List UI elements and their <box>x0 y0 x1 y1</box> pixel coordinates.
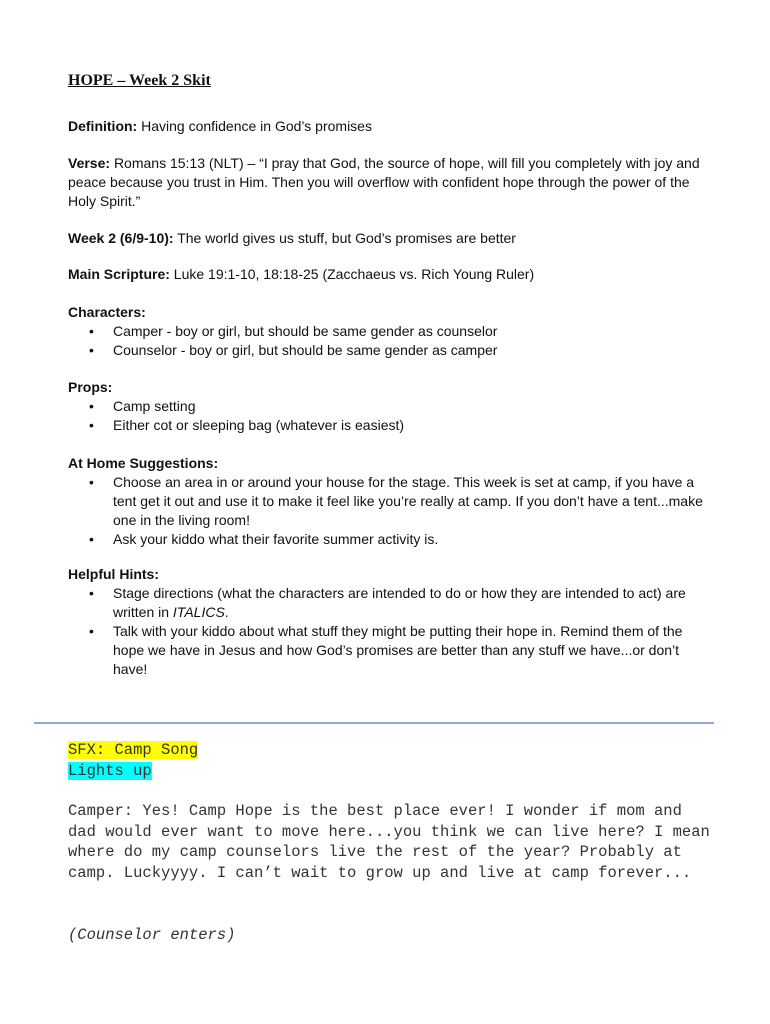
lights-cue: Lights up <box>68 762 152 780</box>
characters-section <box>68 303 708 360</box>
verse-paragraph <box>68 154 708 211</box>
hints-list <box>68 584 708 679</box>
main-scripture-line <box>68 265 708 284</box>
list-item: • Talk with your kiddo about what stuff they might be putting their hope in. Remind them of the hope we have in Jesus and how God’s promises are better than any stuff we have...or don’t have! <box>113 622 708 679</box>
camper-dialogue: Camper: Yes! Camp Hope is the best place ever! I wonder if mom and dad would ever want to move here...you think we can live here? I mean where do my camp counselors live the rest of the year? Probably at camp. Luckyyyy. I can’t wait to grow up and live at camp forever... <box>68 802 710 882</box>
at-home-heading: At Home Suggestions: <box>68 455 219 471</box>
list-item: • Camper - boy or girl, but should be same gender as counselor <box>113 322 708 341</box>
characters-heading: Characters: <box>68 304 146 320</box>
at-home-section <box>68 454 708 549</box>
props-section <box>68 378 708 435</box>
hints-heading: Helpful Hints: <box>68 566 159 582</box>
section-divider <box>34 722 714 724</box>
list-item <box>113 584 708 622</box>
hints-section <box>68 565 708 679</box>
props-list <box>68 397 708 435</box>
definition-label: Definition: <box>68 118 138 134</box>
at-home-list <box>68 473 708 549</box>
week-label: Week 2 (6/9-10): <box>68 230 174 246</box>
lights-line <box>68 761 728 782</box>
week-line <box>68 229 708 248</box>
sfx-cue: SFX: Camp Song <box>68 741 199 759</box>
definition-line <box>68 117 708 136</box>
list-item: • Choose an area in or around your house for the stage. This week is set at camp, if you have a tent get it out and use it to make it feel like you’re really at camp. If you don’t have a tent...make one in the living room! <box>113 473 708 530</box>
list-item: • Counselor - boy or girl, but should be same gender as camper <box>113 341 708 360</box>
hint-italic: ITALICS <box>172 604 225 620</box>
sfx-line <box>68 740 728 761</box>
definition-text: Having confidence in God’s promises <box>141 118 372 134</box>
verse-label: Verse: <box>68 155 111 171</box>
document-title: HOPE – Week 2 Skit <box>68 72 211 89</box>
week-text: The world gives us stuff, but God’s promises are better <box>177 230 516 246</box>
list-item: • Camp setting <box>113 397 708 416</box>
verse-text: Romans 15:13 (NLT) – “I pray that God, the source of hope, will fill you completely with joy and peace because you trust in Him. Then you will overflow with confident hope through the power of the Holy Spirit.” <box>68 155 700 209</box>
list-item: • Either cot or sleeping bag (whatever is easiest) <box>113 416 708 435</box>
characters-list <box>68 322 708 360</box>
list-item: • Ask your kiddo what their favorite summer activity is. <box>113 530 708 549</box>
props-heading: Props: <box>68 379 113 395</box>
hint-text: . <box>224 604 229 620</box>
main-scripture-text: Luke 19:1-10, 18:18-25 (Zacchaeus vs. Rich Young Ruler) <box>173 266 535 282</box>
hint-text: Stage directions (what the characters are intended to do or how they are intended to act) are written in <box>113 585 686 620</box>
stage-direction: (Counselor enters) <box>68 926 236 944</box>
main-scripture-label: Main Scripture: <box>68 266 170 282</box>
